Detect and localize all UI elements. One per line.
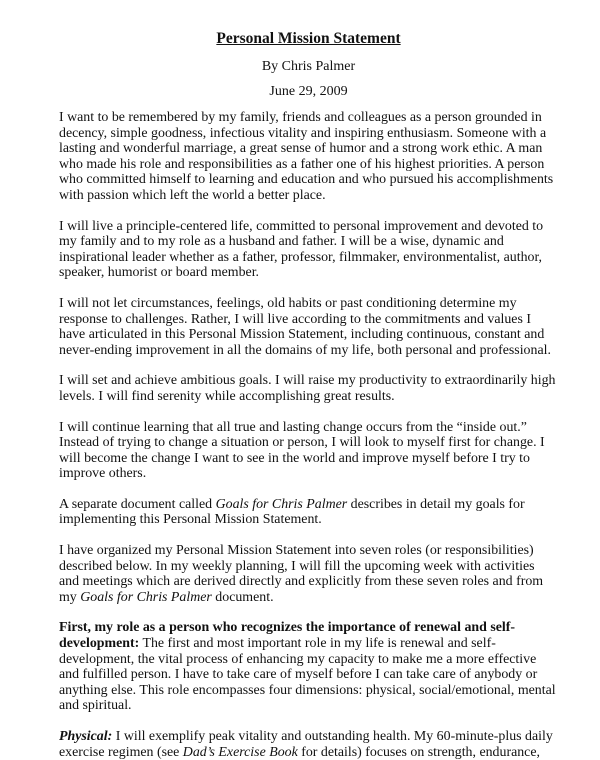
author-line: By Chris Palmer: [261, 59, 356, 74]
paragraph-9-text-a: I will exemplify peak vitality and outstanding health. My 60-minute-plus daily exercise regimen (see: [59, 729, 553, 760]
paragraph-6-doc-title: Goals for Chris Palmer: [215, 496, 348, 512]
paragraph-4: I will set and achieve ambitious goals. I will raise my productivity to extraordinarily high levels. I will find serenity while accomplishing great results.: [59, 373, 556, 404]
paragraph-9-book-title: Dad’s Exercise Book: [182, 744, 298, 760]
role-heading: First, my role as a person who recognizes the importance of renewal and self-development:: [59, 620, 516, 652]
date-line: June 29, 2009: [269, 84, 348, 99]
paragraph-2: I will live a principle-centered life, committed to personal improvement and devoted to my family and to my role as a husband and father. I will be a wise, dynamic and inspirational leader whether as a father, professor, filmmaker, environmentalist, author, speaker, humorist or board member.: [59, 218, 544, 281]
paragraph-9-text-b: for details) focuses on strength, endurance,: [297, 744, 540, 760]
paragraph-9: [59, 729, 558, 760]
paragraph-5: I will continue learning that all true and lasting change occurs from the “inside out.” Instead of trying to change a situation or person, I will look to myself first for change. I will become the change I want to see in the world and improve myself before I try to improve others.: [59, 419, 545, 482]
paragraph-8-text: The first and most important role in my life is renewal and self-development, the vital process of enhancing my capacity to make me a more effective and fulfilled person. I have to take care of myself before I can take care of anybody or anything else. This role encompasses four dimensions: physical, social/emotional, mental and spiritual.: [59, 636, 556, 714]
paragraph-6: [59, 497, 558, 528]
paragraph-8: [59, 620, 558, 714]
paragraph-3: I will not let circumstances, feelings, old habits or past conditioning determine my response to challenges. Rather, I will live according to the commitments and values I have articulated in this Personal Mission Statement, including continuous, constant and never-ending improvement in all the domains of my life, both personal and professional.: [59, 295, 551, 358]
paragraph-7: [59, 543, 558, 605]
paragraph-7-doc-title: Goals for Chris Palmer: [80, 589, 212, 605]
paragraph-1: I want to be remembered by my family, friends and colleagues as a person grounded in decency, simple goodness, infectious vitality and inspiring enthusiasm. Someone with a lasting and wonderful marriage, a great sense of humor and a strong work ethic. A man who made his role and responsibilities as a father one of his highest priorities. A person who committed himself to learning and education and who pursued his accomplishments with passion which left the world a better place.: [59, 110, 554, 203]
paragraph-6-text-b: describes in detail my goals for implementing this Personal Mission Statement.: [59, 496, 525, 528]
paragraph-6-text-a: A separate document called: [59, 496, 216, 512]
document-title: Personal Mission Statement: [216, 30, 401, 47]
dimension-label: Physical:: [59, 729, 113, 744]
paragraph-7-text-a: I have organized my Personal Mission Statement into seven roles (or responsibilities) described below. In my weekly planning, I will fill the upcoming week with activities and meetings which are derived directly and explicitly from these seven roles and from my: [59, 543, 544, 605]
paragraph-7-text-b: document.: [211, 589, 274, 605]
